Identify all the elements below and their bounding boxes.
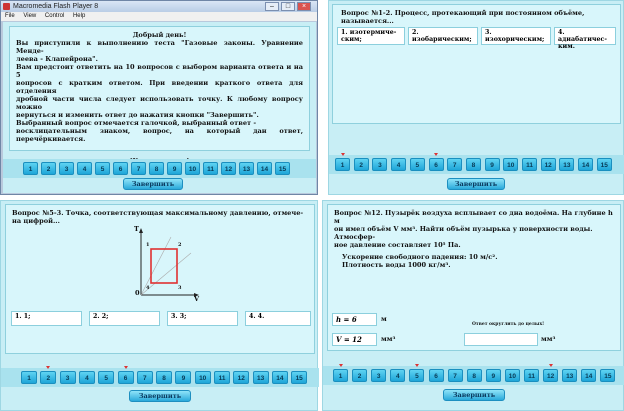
question-nav-button-9[interactable]: 9 bbox=[175, 371, 191, 384]
answer-option[interactable]: 3. 3; bbox=[167, 311, 238, 326]
question-nav-button-15[interactable]: 15 bbox=[600, 369, 615, 382]
intro-line: Вам предстоит ответить на 10 вопросов с выбором варианта ответа и на 5 bbox=[16, 63, 303, 79]
intro-line: вернуться и изменить ответ до нажатия кнопки "Завершить". bbox=[16, 111, 259, 119]
answer-option[interactable]: 2. изобарическим; bbox=[408, 27, 478, 45]
question-1-panel bbox=[328, 0, 624, 195]
question-5-box bbox=[5, 204, 315, 354]
answer-option[interactable]: 1. 1; bbox=[11, 311, 82, 326]
answered-mark-icon bbox=[46, 366, 50, 369]
question-nav-button-6[interactable]: 6 bbox=[118, 371, 134, 384]
answered-mark-icon bbox=[124, 366, 128, 369]
axis-t-label: T bbox=[134, 225, 139, 233]
menu-bar bbox=[1, 12, 317, 21]
question-nav-button-15[interactable]: 15 bbox=[291, 371, 307, 384]
answer-option[interactable]: 1. изотермиче- ским; bbox=[337, 27, 405, 45]
answered-mark-icon bbox=[339, 364, 343, 367]
point-label: 3 bbox=[178, 285, 182, 291]
maximize-icon[interactable]: □ bbox=[281, 2, 295, 11]
answer-option[interactable]: 2. 2; bbox=[89, 311, 160, 326]
answered-mark-icon bbox=[341, 153, 345, 156]
finish-button[interactable]: Завершить bbox=[123, 178, 183, 190]
question-nav-button-5[interactable]: 5 bbox=[409, 369, 424, 382]
tv-diagram bbox=[131, 225, 201, 305]
answered-mark-icon bbox=[415, 364, 419, 367]
window-titlebar bbox=[1, 1, 317, 12]
question-nav-button-4[interactable]: 4 bbox=[79, 371, 95, 384]
intro-line: Выбранный вопрос отмечается галочкой, выбранный ответ - bbox=[16, 119, 257, 127]
question-nav-button-12[interactable]: 12 bbox=[541, 158, 556, 171]
question-nav-button-6[interactable]: 6 bbox=[429, 369, 444, 382]
question-nav-button-12[interactable]: 12 bbox=[221, 162, 236, 175]
intro-line: леева - Клапейрона". bbox=[16, 55, 98, 63]
question-nav-button-12[interactable]: 12 bbox=[543, 369, 558, 382]
question-nav-button-3[interactable]: 3 bbox=[371, 369, 386, 382]
question-nav-button-5[interactable]: 5 bbox=[410, 158, 425, 171]
intro-line: вопросов с кратким ответом. При введении краткого ответа для отделения bbox=[16, 79, 303, 95]
question-12-panel bbox=[322, 200, 624, 411]
minimize-icon[interactable]: – bbox=[265, 2, 279, 11]
menu-help[interactable]: Help bbox=[72, 13, 86, 19]
question-nav-button-14[interactable]: 14 bbox=[581, 369, 596, 382]
question-nav-button-3[interactable]: 3 bbox=[59, 162, 74, 175]
question-nav-button-5[interactable]: 5 bbox=[98, 371, 114, 384]
question-12-text: Вопрос №12. Пузырёк воздуха всплывает со дна водоёма. На глубине h м он имел объём V мм³. Найти объём пузырька у поверхности воды. Атмосфер- ное давление составляет 10⁵ Па. bbox=[334, 209, 613, 249]
question-nav-button-11[interactable]: 11 bbox=[203, 162, 218, 175]
menu-view[interactable]: View bbox=[23, 13, 37, 19]
question-nav-button-2[interactable]: 2 bbox=[354, 158, 369, 171]
question-nav-button-10[interactable]: 10 bbox=[195, 371, 211, 384]
answer-input[interactable] bbox=[464, 333, 538, 346]
menu-control[interactable]: Control bbox=[44, 13, 65, 19]
question-nav-button-11[interactable]: 11 bbox=[214, 371, 230, 384]
answer-option[interactable]: 3. изохорическим; bbox=[481, 27, 551, 45]
flash-window bbox=[0, 0, 318, 195]
flash-app-icon bbox=[3, 3, 10, 10]
question-nav-button-10[interactable]: 10 bbox=[503, 158, 518, 171]
question-nav-button-4[interactable]: 4 bbox=[391, 158, 406, 171]
point-label: 4 bbox=[146, 285, 150, 291]
question-nav-button-2[interactable]: 2 bbox=[352, 369, 367, 382]
round-hint: Ответ округлить до целых! bbox=[472, 322, 545, 327]
question-nav-button-14[interactable]: 14 bbox=[578, 158, 593, 171]
question-nav-button-15[interactable]: 15 bbox=[275, 162, 290, 175]
h-unit: м bbox=[381, 315, 387, 323]
question-nav-button-8[interactable]: 8 bbox=[466, 158, 481, 171]
origin-label: 0 bbox=[135, 289, 140, 297]
density-text: Плотность воды 1000 кг/м³. bbox=[342, 261, 451, 269]
question-nav-button-4[interactable]: 4 bbox=[77, 162, 92, 175]
question-nav-button-7[interactable]: 7 bbox=[447, 158, 462, 171]
axis-v-label: V bbox=[194, 295, 200, 303]
question-nav-button-4[interactable]: 4 bbox=[390, 369, 405, 382]
question-nav-button-6[interactable]: 6 bbox=[429, 158, 444, 171]
answer-option[interactable]: 4. 4. bbox=[245, 311, 311, 326]
question-nav-button-10[interactable]: 10 bbox=[505, 369, 520, 382]
question-nav-button-6[interactable]: 6 bbox=[113, 162, 128, 175]
question-nav-button-9[interactable]: 9 bbox=[485, 158, 500, 171]
question-nav-button-1[interactable]: 1 bbox=[333, 369, 348, 382]
question-nav-button-13[interactable]: 13 bbox=[562, 369, 577, 382]
greeting: Добрый день! bbox=[132, 31, 187, 39]
gravity-text: Ускорение свободного падения: 10 м/с². bbox=[342, 253, 498, 261]
v-value-field: V = 12 bbox=[332, 333, 377, 346]
intro-line: Вы приступили к выполнению теста "Газовые законы. Уравнение Менде- bbox=[16, 39, 303, 55]
intro-line: дробной части числа следует использовать точку. К любому вопросу можно bbox=[16, 95, 303, 111]
answer-option[interactable]: 4. адиабатичес- ким. bbox=[554, 27, 616, 45]
question-nav-button-8[interactable]: 8 bbox=[149, 162, 164, 175]
question-nav-button-3[interactable]: 3 bbox=[60, 371, 76, 384]
point-label: 2 bbox=[178, 242, 182, 248]
v-unit: мм³ bbox=[381, 335, 396, 343]
question-nav-button-8[interactable]: 8 bbox=[156, 371, 172, 384]
question-nav-button-13[interactable]: 13 bbox=[253, 371, 269, 384]
question-nav-button-10[interactable]: 10 bbox=[185, 162, 200, 175]
finish-button[interactable]: Завершить bbox=[129, 390, 191, 402]
question-nav-button-11[interactable]: 11 bbox=[524, 369, 539, 382]
finish-button[interactable]: Завершить bbox=[447, 178, 505, 190]
question-nav-button-3[interactable]: 3 bbox=[372, 158, 387, 171]
question-nav-button-8[interactable]: 8 bbox=[467, 369, 482, 382]
question-nav-button-7[interactable]: 7 bbox=[131, 162, 146, 175]
question-nav-button-9[interactable]: 9 bbox=[167, 162, 182, 175]
question-nav-button-1[interactable]: 1 bbox=[21, 371, 37, 384]
menu-file[interactable]: File bbox=[5, 13, 15, 19]
question-nav-button-13[interactable]: 13 bbox=[559, 158, 574, 171]
question-5-panel bbox=[0, 200, 318, 411]
question-nav-button-7[interactable]: 7 bbox=[448, 369, 463, 382]
intro-box bbox=[9, 26, 310, 151]
close-icon[interactable]: × bbox=[297, 2, 311, 11]
question-nav-button-7[interactable]: 7 bbox=[137, 371, 153, 384]
question-nav-button-1[interactable]: 1 bbox=[23, 162, 38, 175]
question-1-text: Вопрос №1-2. Процесс, протекающий при постоянном объёме, называется... bbox=[341, 9, 585, 25]
point-label: 1 bbox=[146, 242, 150, 248]
intro-line: восклицательным знаком, вопрос, на который дан ответ, перечёркивается. bbox=[16, 127, 303, 143]
question-nav-button-5[interactable]: 5 bbox=[95, 162, 110, 175]
question-nav-button-9[interactable]: 9 bbox=[486, 369, 501, 382]
question-12-box bbox=[327, 204, 621, 351]
question-nav-button-14[interactable]: 14 bbox=[272, 371, 288, 384]
answered-mark-icon bbox=[434, 153, 438, 156]
h-value-field: h = 6 bbox=[332, 313, 377, 326]
question-nav-button-11[interactable]: 11 bbox=[522, 158, 537, 171]
question-nav-button-15[interactable]: 15 bbox=[597, 158, 612, 171]
question-nav-button-13[interactable]: 13 bbox=[239, 162, 254, 175]
question-nav-button-2[interactable]: 2 bbox=[41, 162, 56, 175]
question-5-text: Вопрос №5-3. Точка, соответствующая максимальному давлению, отмече- на цифрой... bbox=[12, 209, 304, 225]
question-nav-button-12[interactable]: 12 bbox=[233, 371, 249, 384]
question-1-box bbox=[332, 4, 621, 124]
answer-unit: мм³ bbox=[541, 335, 556, 343]
question-nav-button-14[interactable]: 14 bbox=[257, 162, 272, 175]
finish-button[interactable]: Завершить bbox=[443, 389, 505, 401]
question-nav-button-1[interactable]: 1 bbox=[335, 158, 350, 171]
window-title: Macromedia Flash Player 8 bbox=[13, 3, 99, 10]
intro-content bbox=[3, 22, 316, 193]
answered-mark-icon bbox=[549, 364, 553, 367]
question-nav-button-2[interactable]: 2 bbox=[40, 371, 56, 384]
